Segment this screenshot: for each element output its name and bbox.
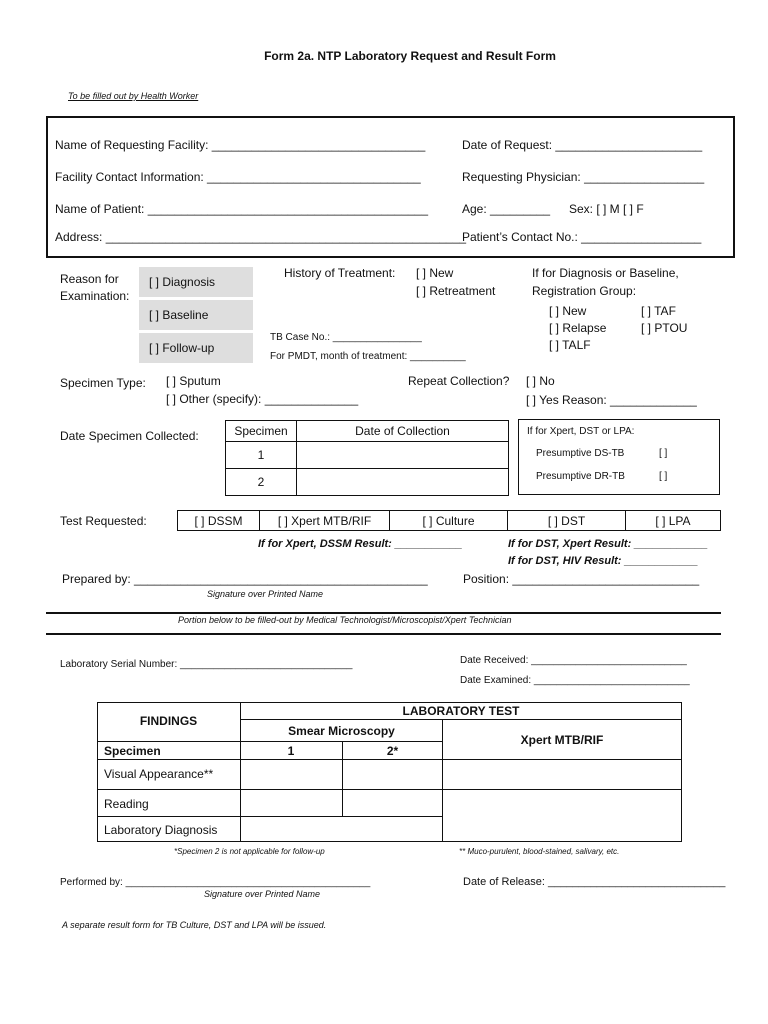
patient-contact-field[interactable]: Patient’s Contact No.: __________________ (462, 230, 702, 244)
facility-name-field[interactable]: Name of Requesting Facility: ________________________________ (55, 138, 426, 152)
test-culture-checkbox[interactable]: [ ] Culture (390, 511, 508, 531)
dst-hiv-result-field[interactable]: If for DST, HIV Result: ____________ (508, 555, 698, 567)
group-label-1: If for Diagnosis or Baseline, (532, 266, 679, 280)
collection-table (225, 420, 509, 496)
lab-serial-field[interactable]: Laboratory Serial Number: _______________________________ (60, 659, 353, 670)
health-worker-note: To be filled out by Health Worker (68, 91, 199, 101)
collection-col-date: Date of Collection (297, 421, 509, 442)
prepared-signature-caption: Signature over Printed Name (207, 589, 324, 599)
test-requested-label: Test Requested: (60, 514, 147, 528)
xpert-dssm-result-field[interactable]: If for Xpert, DSSM Result: ___________ (258, 538, 463, 550)
collection-col-specimen: Specimen (226, 421, 297, 442)
lab-diagnosis-label: Laboratory Diagnosis (104, 823, 218, 837)
group-label-2: Registration Group: (532, 284, 637, 298)
prepared-by-field[interactable]: Prepared by: ____________________________________________ (62, 572, 428, 586)
history-new-checkbox[interactable]: [ ] New (416, 266, 454, 280)
collection-date-1[interactable] (297, 442, 509, 469)
date-of-release-field[interactable]: Date of Release: _____________________________ (463, 876, 726, 888)
tests-table (177, 510, 721, 531)
performed-by-field[interactable]: Performed by: ____________________________________________ (60, 877, 371, 888)
smear-microscopy-header: Smear Microscopy (288, 724, 395, 738)
group-talf-checkbox[interactable]: [ ] TALF (549, 338, 591, 352)
sputum-checkbox[interactable]: [ ] Sputum (166, 374, 221, 388)
group-new-checkbox[interactable]: [ ] New (549, 304, 587, 318)
repeat-yes-reason-field[interactable]: [ ] Yes Reason: _____________ (526, 393, 697, 407)
date-examined-field[interactable]: Date Examined: ____________________________ (460, 675, 690, 686)
smear-specimen-1: 1 (287, 744, 295, 758)
specimen-type-label: Specimen Type: (60, 376, 146, 390)
diagnosis-checkbox[interactable]: [ ] Diagnosis (149, 275, 216, 289)
date-collected-label: Date Specimen Collected: (60, 429, 199, 443)
requesting-physician-field[interactable]: Requesting Physician: __________________ (462, 170, 705, 184)
smear-specimen-2: 2* (386, 744, 399, 758)
baseline-checkbox[interactable]: [ ] Baseline (149, 308, 209, 322)
group-taf-checkbox[interactable]: [ ] TAF (641, 304, 676, 318)
reason-label-2: Examination: (60, 289, 130, 303)
xpert-header: Xpert MTB/RIF (520, 733, 604, 747)
facility-contact-field[interactable]: Facility Contact Information: ________________________________ (55, 170, 421, 184)
other-specimen-field[interactable]: [ ] Other (specify): ______________ (166, 392, 359, 406)
reading-label: Reading (104, 797, 149, 811)
repeat-no-checkbox[interactable]: [ ] No (526, 374, 555, 388)
visual-appearance-label: Visual Appearance** (104, 767, 214, 781)
patient-name-field[interactable]: Name of Patient: __________________________________________ (55, 202, 429, 216)
presumptive-ds-label: Presumptive DS-TB (536, 448, 625, 459)
position-field[interactable]: Position: ____________________________ (463, 572, 700, 586)
xpert-box-title: If for Xpert, DST or LPA: (527, 426, 635, 437)
test-xpert-checkbox[interactable]: [ ] Xpert MTB/RIF (260, 511, 390, 531)
group-ptou-checkbox[interactable]: [ ] PTOU (641, 321, 688, 335)
test-dssm-checkbox[interactable]: [ ] DSSM (178, 511, 260, 531)
collection-row-2: 2 (226, 469, 297, 496)
address-field[interactable]: Address: ______________________________________________________ (55, 230, 467, 244)
form-title: Form 2a. NTP Laboratory Request and Result Form (264, 49, 556, 63)
history-label: History of Treatment: (284, 266, 396, 280)
final-note: A separate result form for TB Culture, DST and LPA will be issued. (62, 920, 327, 930)
age-field[interactable]: Age: _________ (462, 202, 551, 216)
reason-label-1: Reason for (60, 272, 119, 286)
dst-xpert-result-field[interactable]: If for DST, Xpert Result: ____________ (508, 538, 708, 550)
collection-row-1: 1 (226, 442, 297, 469)
test-dst-checkbox[interactable]: [ ] DST (508, 511, 626, 531)
footnote-specimen-2: *Specimen 2 is not applicable for follow-up (174, 847, 325, 856)
presumptive-dr-label: Presumptive DR-TB (536, 471, 625, 482)
collection-date-2[interactable] (297, 469, 509, 496)
separator-bottom (46, 633, 721, 635)
findings-header: FINDINGS (139, 714, 198, 728)
date-received-field[interactable]: Date Received: ____________________________ (460, 655, 687, 666)
presumptive-ds-checkbox[interactable]: [ ] (659, 448, 668, 459)
date-of-request-field[interactable]: Date of Request: ______________________ (462, 138, 703, 152)
portion-note: Portion below to be filled-out by Medical Technologist/Microscopist/Xpert Technician (178, 615, 512, 625)
performed-signature-caption: Signature over Printed Name (204, 889, 321, 899)
test-lpa-checkbox[interactable]: [ ] LPA (626, 511, 721, 531)
laboratory-test-header: LABORATORY TEST (402, 704, 520, 718)
pmdt-month-field[interactable]: For PMDT, month of treatment: __________ (270, 351, 466, 362)
history-retreatment-checkbox[interactable]: [ ] Retreatment (416, 284, 496, 298)
group-relapse-checkbox[interactable]: [ ] Relapse (549, 321, 607, 335)
repeat-collection-label: Repeat Collection? (408, 374, 510, 388)
separator-top (46, 612, 721, 614)
specimen-row-label: Specimen (104, 744, 161, 758)
footnote-visual: ** Muco-purulent, blood-stained, salivary, etc. (459, 847, 620, 856)
sex-checkboxes[interactable]: Sex: [ ] M [ ] F (569, 202, 644, 216)
tb-case-field[interactable]: TB Case No.: ________________ (270, 332, 422, 343)
followup-checkbox[interactable]: [ ] Follow-up (149, 341, 215, 355)
presumptive-dr-checkbox[interactable]: [ ] (659, 471, 668, 482)
